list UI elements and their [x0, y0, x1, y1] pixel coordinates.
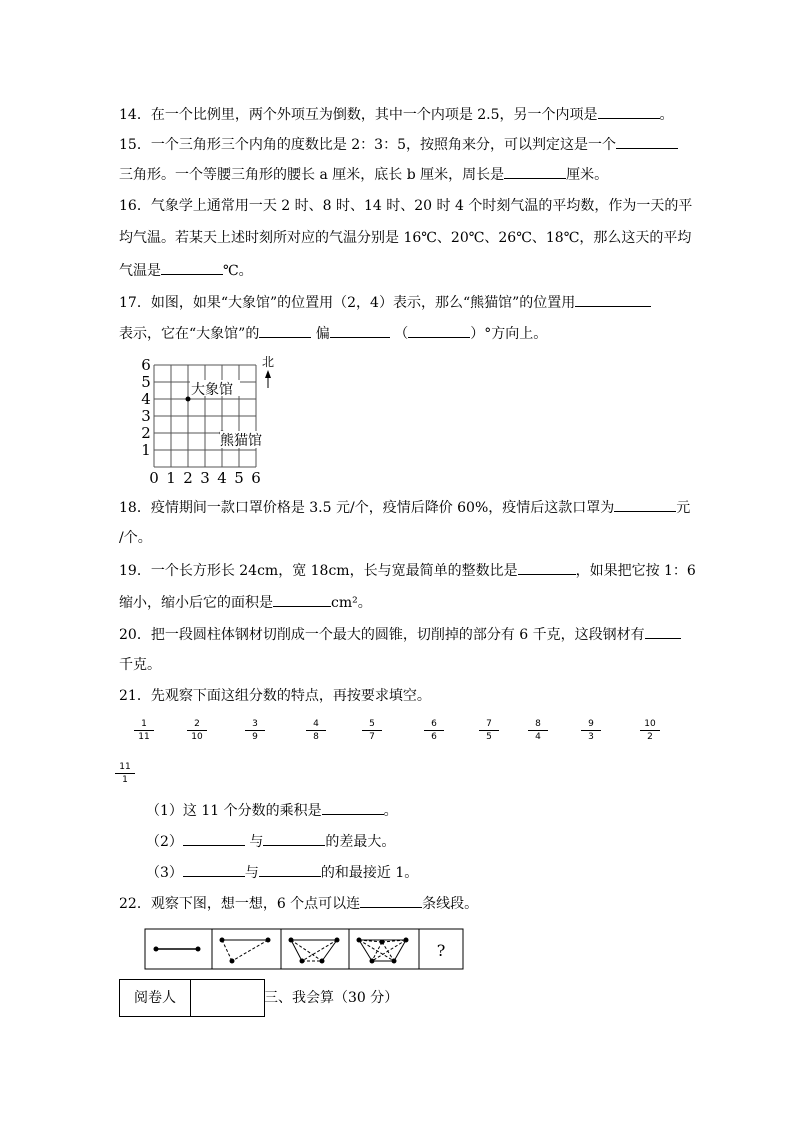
- answer-blank[interactable]: [183, 831, 245, 846]
- x-tick: 6: [251, 469, 261, 487]
- fraction: $\frac{5}{7}$: [362, 719, 382, 742]
- fraction: $\frac{10}{2}$: [640, 719, 660, 742]
- fraction: $\frac{4}{8}$: [306, 719, 326, 742]
- y-tick: 4: [141, 390, 151, 408]
- y-tick: 6: [141, 356, 151, 374]
- question-21-part-1: （1）这 11 个分数的乘积是 。: [146, 800, 398, 821]
- elephant-hall-label: 大象馆: [191, 382, 233, 398]
- answer-blank[interactable]: [598, 104, 660, 119]
- fraction: $\frac{3}{9}$: [245, 719, 265, 742]
- answer-blank[interactable]: [259, 323, 311, 338]
- question-21-part-3: （3） 与 的和最接近 1。: [146, 862, 418, 883]
- question-16-line-3: 气温是 ℃。: [119, 260, 253, 281]
- question-19-line-1: 19．一个长方形长 24cm，宽 18cm，长与宽最简单的整数比是 ，如果把它按 1：6: [119, 560, 696, 581]
- answer-blank[interactable]: [614, 497, 676, 512]
- answer-blank[interactable]: [518, 560, 576, 575]
- question-mark: ?: [436, 941, 446, 960]
- panel-four-points: [289, 938, 340, 964]
- answer-blank[interactable]: [322, 800, 384, 815]
- question-16-line-2: 均气温。若某天上述时刻所对应的气温分别是 16℃、20℃、26℃、18℃，那么这天的平均: [119, 230, 692, 246]
- grader-signature-cell[interactable]: [191, 980, 264, 1016]
- question-18-line-2: /个。: [119, 530, 152, 546]
- question-15-line-2: 三角形。一个等腰三角形的腰长 a 厘米，底长 b 厘米，周长是 厘米。: [119, 164, 608, 185]
- answer-blank[interactable]: [616, 134, 678, 149]
- y-tick: 2: [141, 424, 151, 442]
- x-tick-labels: [149, 469, 261, 487]
- question-18-line-1: 18．疫情期间一款口罩价格是 3.5 元/个，疫情后降价 60%，疫情后这款口罩为 元: [119, 497, 690, 518]
- answer-blank[interactable]: [330, 323, 390, 338]
- answer-blank[interactable]: [259, 862, 321, 877]
- north-arrow-icon: [265, 370, 271, 378]
- answer-blank[interactable]: [408, 323, 470, 338]
- x-tick: 4: [217, 469, 227, 487]
- fraction: $\frac{7}{5}$: [479, 719, 499, 742]
- answer-blank[interactable]: [575, 292, 651, 307]
- x-tick: 1: [166, 469, 176, 487]
- answer-blank[interactable]: [645, 624, 681, 639]
- fraction: $\frac{8}{4}$: [528, 719, 548, 742]
- panel-three-points: [220, 938, 271, 964]
- panel-two-points: [154, 947, 201, 952]
- answer-blank[interactable]: [360, 893, 422, 908]
- question-21-part-2: （2） 与 的差最大。: [146, 831, 395, 852]
- x-tick: 5: [234, 469, 244, 487]
- answer-blank[interactable]: [504, 164, 566, 179]
- question-22: 22．观察下图，想一想，6 个点可以连 条线段。: [119, 893, 478, 914]
- y-tick: 1: [141, 441, 151, 459]
- answer-blank[interactable]: [263, 831, 325, 846]
- question-21-intro: 21．先观察下面这组分数的特点，再按要求填空。: [119, 688, 431, 704]
- fraction: $\frac{1}{11}$: [134, 719, 154, 742]
- x-tick: 3: [200, 469, 210, 487]
- fraction: $\frac{2}{10}$: [187, 719, 207, 742]
- panda-hall-label: 熊猫馆: [220, 433, 262, 449]
- section-title: 三、我会算（30 分）: [264, 990, 399, 1006]
- elephant-hall-point: [186, 397, 191, 402]
- grader-label: 阅卷人: [134, 990, 176, 1006]
- y-tick: 3: [141, 407, 151, 425]
- question-20-line-1: 20．把一段圆柱体钢材切削成一个最大的圆锥，切削掉的部分有 6 千克，这段钢材有: [119, 624, 681, 645]
- y-tick: 5: [141, 373, 151, 391]
- panel-five-points: [357, 938, 409, 964]
- question-15-line-1: 15．一个三角形三个内角的度数比是 2：3：5，按照角来分，可以判定这是一个: [119, 134, 678, 155]
- x-tick: 0: [149, 469, 159, 487]
- question-16-line-1: 16．气象学上通常用一天 2 时、8 时、14 时、20 时 4 个时刻气温的平均数，作为一天的平: [119, 198, 693, 214]
- answer-blank[interactable]: [273, 592, 331, 607]
- fraction: $\frac{6}{6}$: [424, 719, 444, 742]
- question-20-line-2: 千克。: [119, 657, 161, 673]
- question-19-line-2: 缩小，缩小后它的面积是 cm²。: [119, 592, 372, 613]
- fraction: $\frac{11}{1}$: [115, 762, 135, 785]
- fraction: $\frac{9}{3}$: [581, 719, 601, 742]
- question-14: 14．在一个比例里，两个外项互为倒数，其中一个内项是 2.5，另一个内项是 。: [119, 104, 674, 125]
- x-tick: 2: [183, 469, 193, 487]
- question-17-line-1: 17．如图，如果“大象馆”的位置用（2，4）表示，那么“熊猫馆”的位置用: [119, 292, 651, 313]
- answer-blank[interactable]: [161, 260, 223, 275]
- question-17-line-2: 表示，它在“大象馆”的 偏 （ ）°方向上。: [119, 323, 547, 344]
- dots-lines-figure: [144, 928, 466, 972]
- y-tick-labels: [141, 356, 151, 459]
- coordinate-grid-figure: [138, 352, 288, 487]
- answer-blank[interactable]: [183, 862, 245, 877]
- north-label: 北: [261, 355, 275, 369]
- grader-table: [119, 979, 265, 1017]
